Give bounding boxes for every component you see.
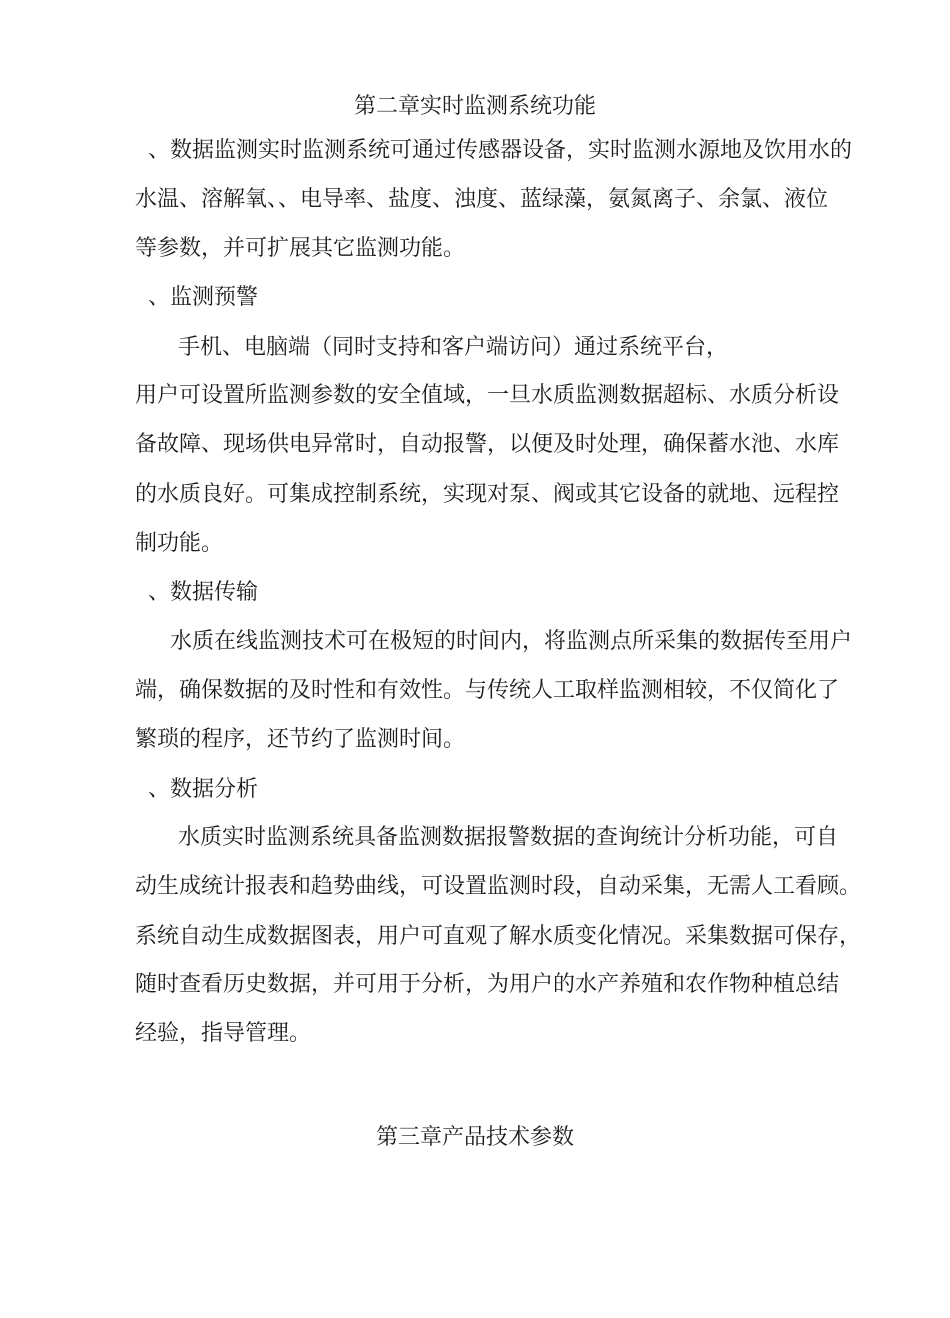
paragraph-line: 制功能。 [135, 531, 224, 556]
paragraph-line: 端，确保数据的及时性和有效性。与传统人工取样监测相较，不仅简化了 [135, 678, 840, 703]
paragraph-line: 经验，指导管理。 [135, 1021, 312, 1046]
paragraph-line: 繁琐的程序，还节约了监测时间。 [135, 727, 466, 752]
section-heading: 、监测预警 [148, 285, 259, 310]
paragraph-line: 、数据监测实时监测系统可通过传感器设备，实时监测水源地及饮用水的 [148, 138, 853, 163]
paragraph-line: 等参数，并可扩展其它监测功能。 [135, 236, 466, 261]
paragraph-line: 动生成统计报表和趋势曲线，可设置监测时段，自动采集，无需人工看顾。 [135, 874, 862, 899]
chapter-2-title: 第二章实时监测系统功能 [353, 94, 596, 119]
paragraph-line: 手机、电脑端（同时支持和客户端访问）通过系统平台， [178, 335, 729, 360]
paragraph-line: 备故障、现场供电异常时，自动报警，以便及时处理，确保蓄水池、水库 [135, 432, 840, 457]
paragraph-line: 用户可设置所监测参数的安全值域，一旦水质监测数据超标、水质分析设 [135, 383, 840, 408]
paragraph-line: 水质在线监测技术可在极短的时间内，将监测点所采集的数据传至用户 [170, 629, 853, 654]
chapter-3-title: 第三章产品技术参数 [375, 1125, 574, 1150]
section-heading: 、数据传输 [148, 580, 259, 605]
paragraph-line: 系统自动生成数据图表，用户可直观了解水质变化情况。采集数据可保存， [135, 924, 862, 949]
paragraph-line: 水质实时监测系统具备监测数据报警数据的查询统计分析功能，可自 [178, 825, 839, 850]
section-heading: 、数据分析 [148, 777, 259, 802]
paragraph-line: 随时查看历史数据，并可用于分析，为用户的水产养殖和农作物种植总结 [135, 972, 840, 997]
paragraph-line: 水温、溶解氧、、电导率、盐度、浊度、蓝绿藻，氨氮离子、余氯、液位 [135, 187, 829, 212]
paragraph-line: 的水质良好。可集成控制系统，实现对泵、阀或其它设备的就地、远程控 [135, 482, 840, 507]
